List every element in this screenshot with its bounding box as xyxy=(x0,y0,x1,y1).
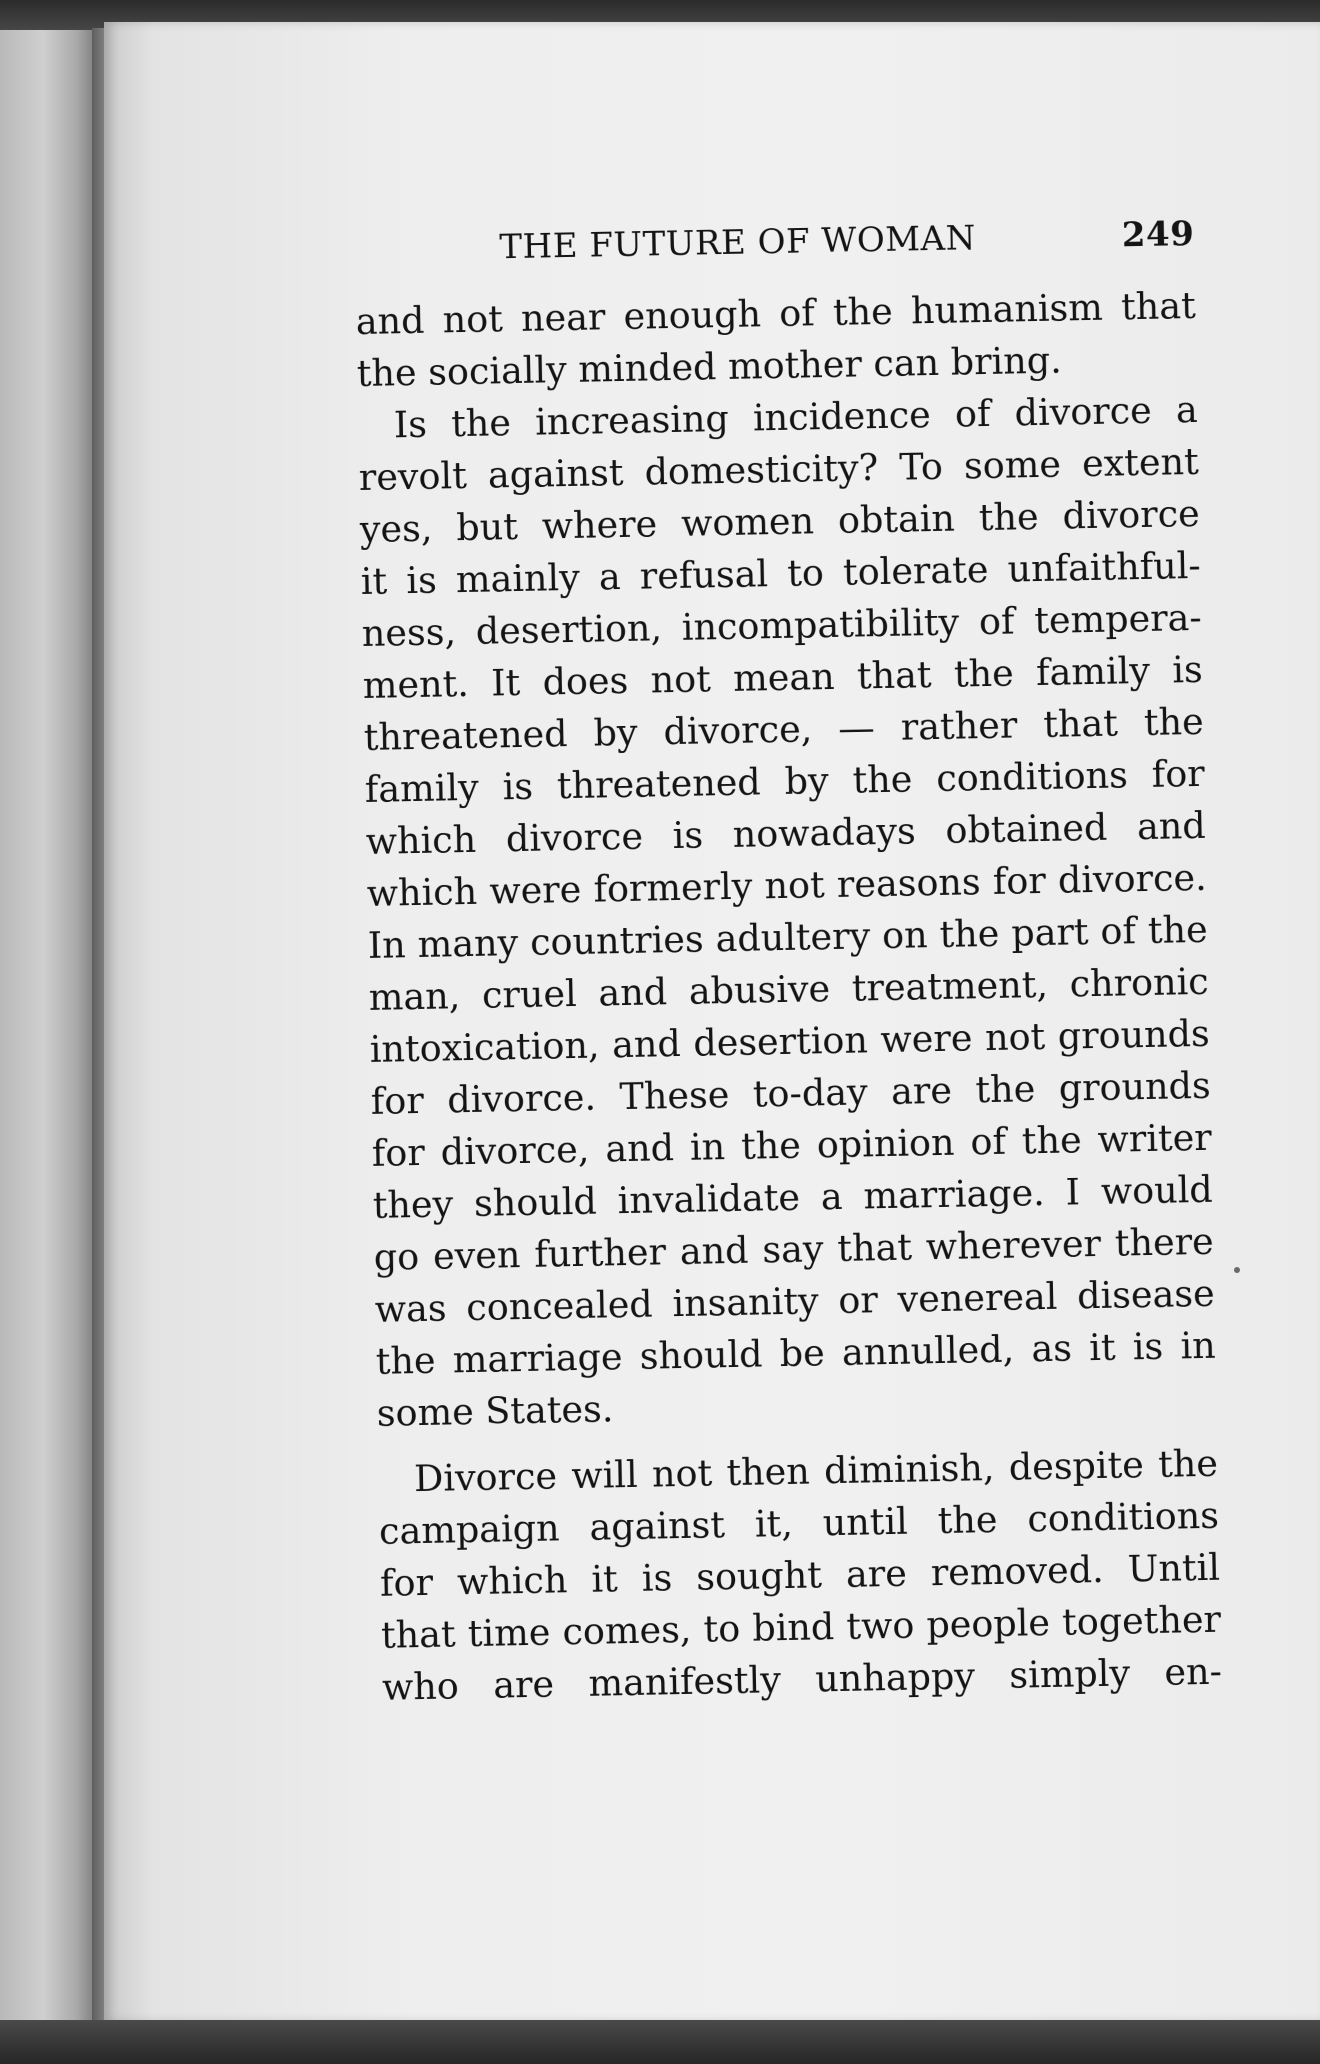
text-line: they should invalidate a marriage. I would xyxy=(372,1167,1214,1227)
text-line: which divorce is nowadays obtained and xyxy=(365,803,1207,863)
text-line: it is mainly a refusal to tolerate unfaithful- xyxy=(360,543,1202,603)
text-line: yes, but where women obtain the divorce xyxy=(359,491,1201,552)
text-line: the socially minded mother can bring. xyxy=(356,338,1063,396)
text-line: Divorce will not then diminish, despite the xyxy=(413,1441,1219,1501)
text-line: ness, desertion, incompatibility of tempera- xyxy=(361,595,1203,655)
paragraph-2 xyxy=(357,384,1217,1440)
running-head-title: THE FUTURE OF WOMAN xyxy=(499,218,977,268)
text-line: family is threatened by the conditions for xyxy=(364,751,1206,811)
paragraph-3 xyxy=(378,1438,1223,1714)
text-line: for which it is sought are removed. Until xyxy=(379,1545,1221,1605)
left-page-edge xyxy=(0,30,96,2020)
running-head xyxy=(354,214,1195,290)
text-line: for divorce, and in the opinion of the writer xyxy=(371,1115,1213,1175)
text-line: some States. xyxy=(376,1387,614,1435)
text-line: In many countries adultery on the part of the xyxy=(367,907,1209,967)
scan-bottom-edge xyxy=(0,2020,1320,2064)
text-line: ment. It does not mean that the family is xyxy=(362,647,1204,707)
page-number: 249 xyxy=(1121,213,1195,256)
text-line: intoxication, and desertion were not grounds xyxy=(369,1011,1211,1071)
text-line: go even further and say that wherever there xyxy=(373,1219,1215,1279)
text-line: who are manifestly unhappy simply en- xyxy=(381,1649,1223,1709)
page-text-block xyxy=(354,214,1222,1714)
text-line: revolt against domesticity? To some extent xyxy=(358,439,1200,500)
text-line: man, cruel and abusive treatment, chronic xyxy=(368,959,1210,1019)
text-line: campaign against it, until the conditions xyxy=(378,1493,1220,1553)
text-line: was concealed insanity or venereal disease xyxy=(374,1271,1216,1331)
text-line: for divorce. These to-day are the grounds xyxy=(370,1063,1212,1123)
text-line: and not near enough of the humanism that xyxy=(355,283,1197,344)
text-line: the marriage should be annulled, as it is in xyxy=(375,1323,1217,1383)
paragraph-1 xyxy=(355,280,1197,400)
text-line: that time comes, to bind two people together xyxy=(380,1597,1222,1657)
scan-speck xyxy=(1234,1267,1240,1273)
text-line: which were formerly not reasons for divorce. xyxy=(366,855,1208,915)
text-line: Is the increasing incidence of divorce a xyxy=(393,387,1199,447)
book-page xyxy=(104,22,1320,2022)
text-line: threatened by divorce, — rather that the xyxy=(363,699,1205,759)
